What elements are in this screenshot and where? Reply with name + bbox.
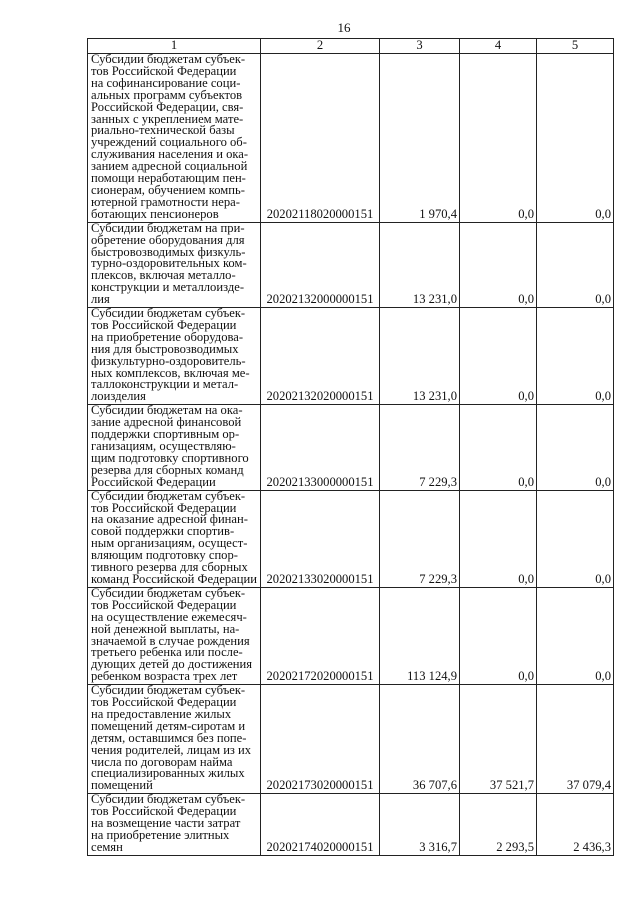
subsidy-name-line: лоизделия [91,389,146,404]
subsidy-name-line: числа по договорам найма [91,754,233,769]
subsidy-name-cell [88,685,261,794]
table-row [88,405,614,490]
subsidy-name-line: дующих детей до достижения [91,657,253,672]
subsidy-name-cell [88,405,261,490]
table-row [88,490,614,587]
budget-code-cell: 20202174020000151 [261,794,380,856]
budget-code-cell: 20202118020000151 [261,54,380,223]
value-col4-cell: 0,0 [460,490,537,587]
subsidy-name-line: на приобретение оборудова- [91,329,244,344]
subsidy-name-line: щим подготовку спортивного [91,450,249,465]
subsidy-name-cell [88,794,261,856]
subsidy-name-line: специализированных жилых [91,766,245,781]
value-col3-cell: 1 970,4 [380,54,460,223]
subsidies-table [87,38,614,856]
subsidy-name-line: совой поддержки спортив- [91,524,235,539]
value-col5-cell: 0,0 [537,587,614,684]
subsidy-name-line: занием адресной социальной [91,159,248,174]
column-header: 3 [380,39,460,54]
column-header: 4 [460,39,537,54]
subsidy-name-line: физкультурно-оздоровитель- [91,353,246,368]
subsidy-name-line: помещений [91,778,153,793]
value-col4-cell: 37 521,7 [460,685,537,794]
value-col4-cell: 0,0 [460,405,537,490]
subsidy-name-line: ребенком возраста трех лет [91,669,238,684]
subsidy-name-line: Субсидии бюджетам субъек- [91,488,246,503]
budget-code-cell: 20202173020000151 [261,685,380,794]
subsidy-name-cell [88,490,261,587]
value-col3-cell: 36 707,6 [380,685,460,794]
value-col3-cell: 7 229,3 [380,490,460,587]
subsidy-name-line: на софинансирование соци- [91,75,241,90]
value-col3-cell: 3 316,7 [380,794,460,856]
subsidy-name-line: детям, оставшимся без попе- [91,730,247,745]
budget-code-cell: 20202132020000151 [261,308,380,405]
subsidy-name-line: Субсидии бюджетам на при- [91,220,245,235]
subsidy-name-line: команд Российской Федерации [91,571,257,586]
subsidy-name-line: тов Российской Федерации [91,804,237,819]
subsidy-name-line: ных комплексов, включая ме- [91,365,250,380]
subsidy-name-line: тов Российской Федерации [91,317,237,332]
value-col5-cell: 0,0 [537,308,614,405]
table-row [88,685,614,794]
value-col5-cell: 0,0 [537,405,614,490]
subsidy-name-line: альных программ субъектов [91,87,243,102]
budget-code-cell: 20202172020000151 [261,587,380,684]
subsidy-name-line: обретение оборудования для [91,232,245,247]
subsidy-name-line: ным организациям, осущест- [91,536,248,551]
subsidy-name-line: тов Российской Федерации [91,63,237,78]
subsidy-name-line: Субсидии бюджетам на ока- [91,403,243,418]
subsidy-name-cell [88,308,261,405]
subsidy-name-line: таллоконструкции и метал- [91,377,239,392]
subsidy-name-line: сионерам, обучением компь- [91,182,245,197]
subsidy-name-line: значаемой в случае рождения [91,633,250,648]
table-row [88,308,614,405]
table-row [88,54,614,223]
value-col3-cell: 7 229,3 [380,405,460,490]
budget-code-cell: 20202133000000151 [261,405,380,490]
subsidy-name-line: чения родителей, лицам из их [91,742,252,757]
subsidy-name-line: поддержки спортивным ор- [91,427,240,442]
subsidy-name-line: Субсидии бюджетам субъек- [91,792,246,807]
budget-code-cell: 20202133020000151 [261,490,380,587]
table-row [88,794,614,856]
subsidy-name-line: тов Российской Федерации [91,500,237,515]
table-row [88,222,614,307]
subsidy-name-line: вляющим подготовку спор- [91,548,238,563]
subsidy-name-line: на осуществление ежемесяч- [91,609,247,624]
value-col5-cell: 37 079,4 [537,685,614,794]
subsidy-name-line: помощи неработающим пен- [91,171,246,186]
column-header: 2 [261,39,380,54]
subsidy-name-line: на предоставление жилых [91,706,232,721]
subsidy-name-line: ботающих пенсионеров [91,206,219,221]
subsidy-name-line: ганизациям, осуществляю- [91,439,236,453]
subsidy-name-line: тов Российской Федерации [91,695,237,710]
subsidy-name-line: служивания населения и ока- [91,147,249,162]
value-col4-cell: 0,0 [460,54,537,223]
subsidy-name-line: лия [91,292,110,307]
table-row [88,587,614,684]
subsidy-name-line: на оказание адресной финан- [91,512,248,527]
subsidy-name-cell [88,54,261,223]
subsidy-name-line: третьего ребенка или после- [91,645,243,660]
subsidy-name-line: зание адресной финансовой [91,415,242,430]
subsidy-name-line: тивного резерва для сборных [91,560,248,575]
subsidy-name-line: турно-оздоровительных ком- [91,256,247,271]
value-col4-cell: 0,0 [460,222,537,307]
subsidy-name-line: тов Российской Федерации [91,597,237,612]
subsidy-name-line: Субсидии бюджетам субъек- [91,683,246,698]
column-header: 5 [537,39,614,54]
value-col5-cell: 0,0 [537,54,614,223]
subsidy-name-line: Субсидии бюджетам субъек- [91,306,246,321]
value-col5-cell: 0,0 [537,222,614,307]
subsidy-name-line: занных с укреплением мате- [91,111,244,126]
subsidy-name-line: ютерной грамотности нера- [91,194,240,209]
table-body [88,54,614,856]
subsidy-name-line: семян [91,839,123,854]
subsidy-name-line: Российской Федерации, свя- [91,99,244,114]
subsidy-name-line: Субсидии бюджетам субъек- [91,52,246,66]
subsidy-name-line: учреждений социального об- [91,135,247,150]
subsidy-name-line: риально-технической базы [91,123,235,138]
subsidy-name-cell [88,587,261,684]
subsidy-name-line: конструкции и металлоизде- [91,280,245,295]
value-col3-cell: 13 231,0 [380,308,460,405]
budget-code-cell: 20202132000000151 [261,222,380,307]
subsidy-name-line: помещений детям-сиротам и [91,718,246,733]
value-col4-cell: 0,0 [460,308,537,405]
value-col5-cell: 0,0 [537,490,614,587]
subsidy-name-line: резерва для сборных команд [91,462,244,477]
page-number: 16 [337,20,351,35]
subsidy-name-line: Российской Федерации [91,474,216,489]
value-col3-cell: 113 124,9 [380,587,460,684]
subsidy-name-cell [88,222,261,307]
value-col3-cell: 13 231,0 [380,222,460,307]
column-header: 1 [88,39,261,54]
subsidy-name-line: на приобретение элитных [91,828,230,842]
subsidy-name-line: ния для быстровозводимых [91,341,239,356]
value-col5-cell: 2 436,3 [537,794,614,856]
value-col4-cell: 0,0 [460,587,537,684]
subsidy-name-line: ной денежной выплаты, на- [91,621,240,636]
subsidy-name-line: Субсидии бюджетам субъек- [91,585,246,600]
subsidy-name-line: на возмещение части затрат [91,816,241,831]
subsidy-name-line: плексов, включая металло- [91,268,236,283]
value-col4-cell: 2 293,5 [460,794,537,856]
subsidy-name-line: быстровозводимых физкуль- [91,244,246,259]
